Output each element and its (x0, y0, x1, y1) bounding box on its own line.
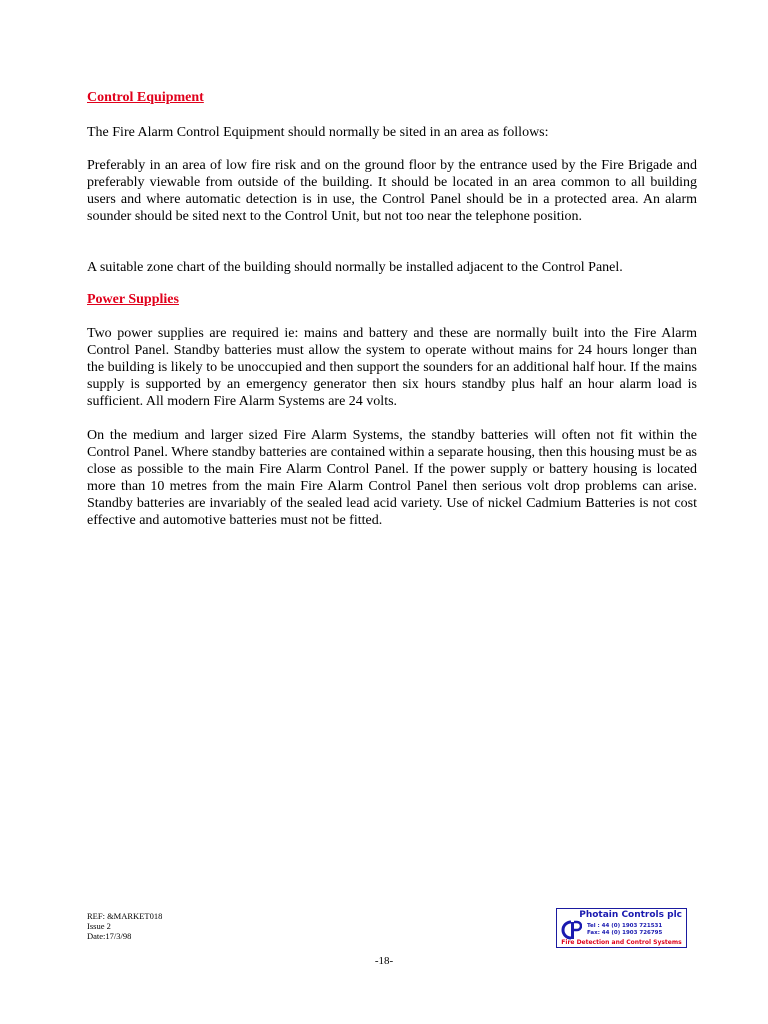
paragraph: Preferably in an area of low fire risk and on the ground floor by the entrance used by the Fire Brigade and preferably viewable from outside of the building. It should be located in an area common to all building users and where automatic detection is in use, the Control Panel should be in a protected area. An alarm sounder should be sited next to the Control Unit, but not too near the telephone position. (87, 158, 697, 224)
company-logo (556, 908, 687, 948)
paragraph: The Fire Alarm Control Equipment should normally be sited in an area as follows: (87, 125, 549, 140)
photain-logo-icon (560, 919, 582, 941)
company-fax: Fax: 44 (0) 1903 726795 (587, 930, 663, 936)
section-heading-control-equipment: Control Equipment (87, 90, 204, 105)
company-telephone: Tel : 44 (0) 1903 721531 (587, 923, 663, 929)
page-number: -18- (374, 955, 394, 967)
company-tagline: Fire Detection and Control Systems (561, 939, 682, 946)
document-reference (87, 911, 162, 941)
company-name: Photain Controls plc (579, 910, 682, 920)
issue-date: Date:17/3/98 (87, 931, 132, 941)
reference-code: REF: &MARKET018 (87, 911, 163, 921)
section-heading-power-supplies: Power Supplies (87, 292, 179, 307)
paragraph: A suitable zone chart of the building should normally be installed adjacent to the Control Panel. (87, 260, 623, 275)
issue-number: Issue 2 (87, 921, 111, 931)
paragraph: On the medium and larger sized Fire Alarm Systems, the standby batteries will often not fit within the Control Panel. Where standby batteries are contained within a separate housing, then this housing must be as close as possible to the main Fire Alarm Control Panel. If the power supply or battery housing is located more than 10 metres from the main Fire Alarm Control Panel then serious volt drop problems can arise. Standby batteries are invariably of the sealed lead acid variety. Use of nickel Cadmium Batteries is not cost effective and automotive batteries must not be fitted. (87, 428, 697, 528)
paragraph: Two power supplies are required ie: mains and battery and these are normally built into the Fire Alarm Control Panel. Standby batteries must allow the system to operate without mains for 24 hours longer than the building is likely to be unoccupied and then support the sounders for an additional half hour. If the mains supply is supported by an emergency generator then six hours standby plus half an hour alarm load is sufficient. All modern Fire Alarm Systems are 24 volts. (87, 326, 697, 409)
